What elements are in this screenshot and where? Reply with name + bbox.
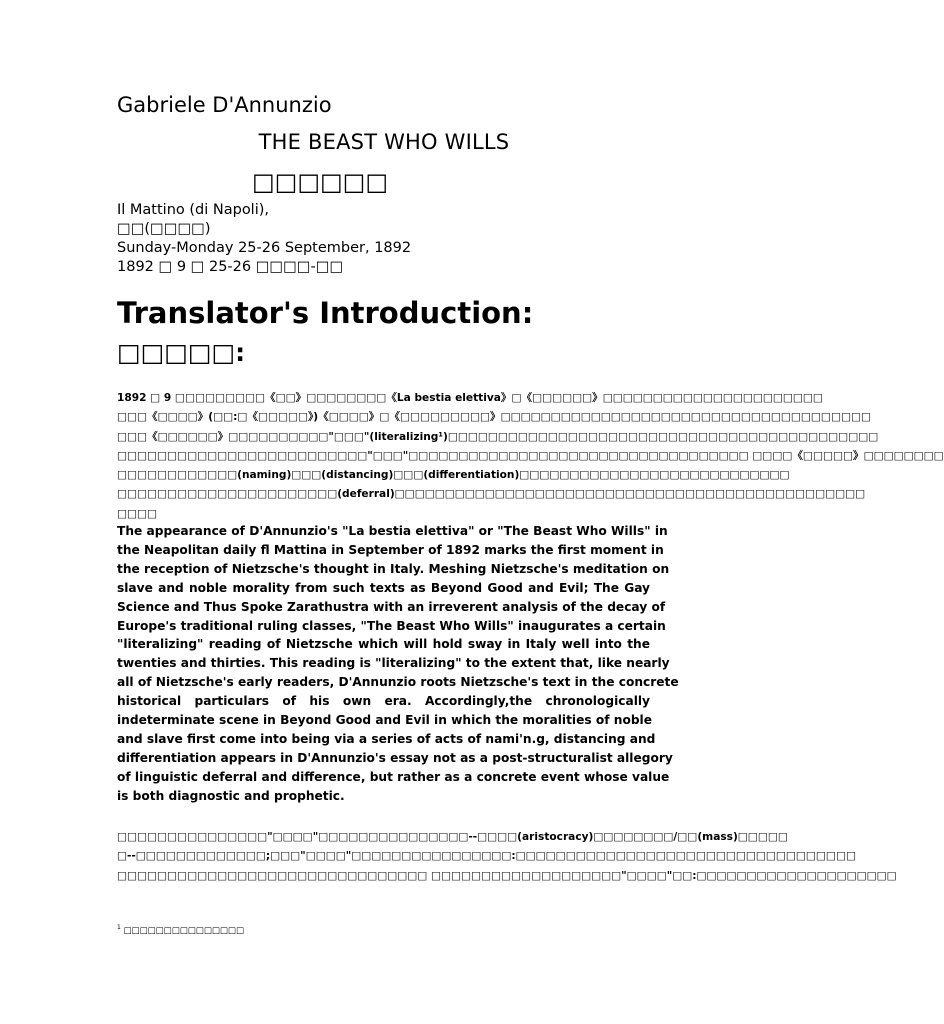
text-line: Europe's traditional ruling classes, "The Beast Who Wills" inaugurates a certain	[117, 618, 666, 633]
text-line: indeterminate scene in Beyond Good and Evil in which the moralities of noble	[117, 713, 652, 728]
text-line: all of Nietzsche's early readers, D'Annunzio roots Nietzsche's text in the concrete	[117, 675, 679, 690]
text-line: is both diagnostic and prophetic.	[117, 788, 345, 803]
text-line: □□□《□□□□□□》□□□□□□□□□□"□□□"(literalizing¹)□□□□□□□□□□□□□□□□□□□□□□□□□□□□□□□□□□□□□□□□□□□	[117, 430, 879, 443]
text-line: and slave first come into being via a series of acts of nami'n.g, distancing and	[117, 731, 656, 746]
text-line: □□□□□□□□□□□□(naming)□□□(distancing)□□□(differentiation)□□□□□□□□□□□□□□□□□□□□□□□□□□□	[117, 469, 790, 482]
text-line: □□□《□□□□》(□□:□《□□□□□》)《□□□□》□《□□□□□□□□□》□□□□□□□□□□□□□□□□□□□□□□□□□□□□□□□□□□□□□	[117, 411, 871, 424]
text-line: historical particulars of his own era. Accordingly,the chronologically	[117, 694, 650, 709]
english-paragraph	[117, 522, 679, 806]
publication-line: □□(□□□□)	[117, 221, 211, 237]
publication-line: Sunday-Monday 25-26 September, 1892	[117, 240, 412, 256]
text-line: □□□□□□□□□□□□□□□"□□□□"□□□□□□□□□□□□□□□--□□□□(aristocracy)□□□□□□□□/□□(mass)□□□□□	[117, 831, 788, 843]
footnote	[117, 924, 244, 936]
chinese-paragraph-2	[117, 828, 897, 886]
text-line: differentiation appears in D'Annunzio's essay not as a post-structuralist allegory	[117, 750, 673, 765]
title-english: THE BEAST WHO WILLS	[258, 130, 510, 154]
publication-line: Il Mattino (di Napoli),	[117, 202, 270, 218]
text-line: □--□□□□□□□□□□□□□;□□□"□□□□"□□□□□□□□□□□□□□□□:□□□□□□□□□□□□□□□□□□□□□□□□□□□□□□□□□□	[117, 850, 856, 863]
text-line: the reception of Nietzsche's thought in Italy. Meshing Nietzsche's meditation on	[117, 561, 670, 576]
section-heading-chinese: □□□□□:	[117, 338, 246, 367]
chinese-paragraph-1	[117, 389, 944, 524]
text-line: □□□□	[117, 507, 158, 520]
section-heading-english: Translator's Introduction:	[117, 296, 534, 330]
text-line: "literalizing" reading of Nietzsche which will hold sway in Italy well into the	[117, 637, 650, 652]
text-line: □□□□□□□□□□□□□□□□□□□□□□□□□"□□□"□□□□□□□□□□□□□□□□□□□□□□□□□□□□□□□□□□ □□□□《□□□□□》□□□□□□□□	[117, 449, 944, 462]
text-line: Science and Thus Spoke Zarathustra with an irreverent analysis of the decay of	[117, 599, 666, 614]
text-line: □□□□□□□□□□□□□□□□□□□□□□(deferral)□□□□□□□□□□□□□□□□□□□□□□□□□□□□□□□□□□□□□□□□□□□□□□□	[117, 488, 866, 501]
text-line: The appearance of D'Annunzio's "La bestia elettiva" or "The Beast Who Wills" in	[117, 524, 668, 538]
text-line: slave and noble morality from such texts as Beyond Good and Evil; The Gay	[117, 580, 650, 595]
text-line: 1892 □ 9 □□□□□□□□□《□□》□□□□□□□□《La bestia elettiva》□《□□□□□□》□□□□□□□□□□□□□□□□□□□□□□	[117, 392, 823, 404]
footnote-mark: 1	[117, 924, 121, 931]
publication-line: 1892 □ 9 □ 25-26 □□□□-□□	[117, 259, 344, 275]
text-line: □□□□□□□□□□□□□□□□□□□□□□□□□□□□□□□ □□□□□□□□□□□□□□□□□□□"□□□□"□□:□□□□□□□□□□□□□□□□□□□□	[117, 869, 897, 882]
text-line: the Neapolitan daily fl Mattina in September of 1892 marks the first moment in	[117, 542, 664, 557]
footnote-text: □□□□□□□□□□□□□□□	[123, 925, 244, 936]
publication-info	[117, 201, 411, 277]
text-line: of linguistic deferral and difference, but rather as a concrete event whose value	[117, 769, 670, 784]
text-line: twenties and thirties. This reading is "literalizing" to the extent that, like nearly	[117, 656, 670, 671]
title-chinese: □□□□□□	[251, 168, 389, 196]
author-name: Gabriele D'Annunzio	[117, 93, 332, 117]
